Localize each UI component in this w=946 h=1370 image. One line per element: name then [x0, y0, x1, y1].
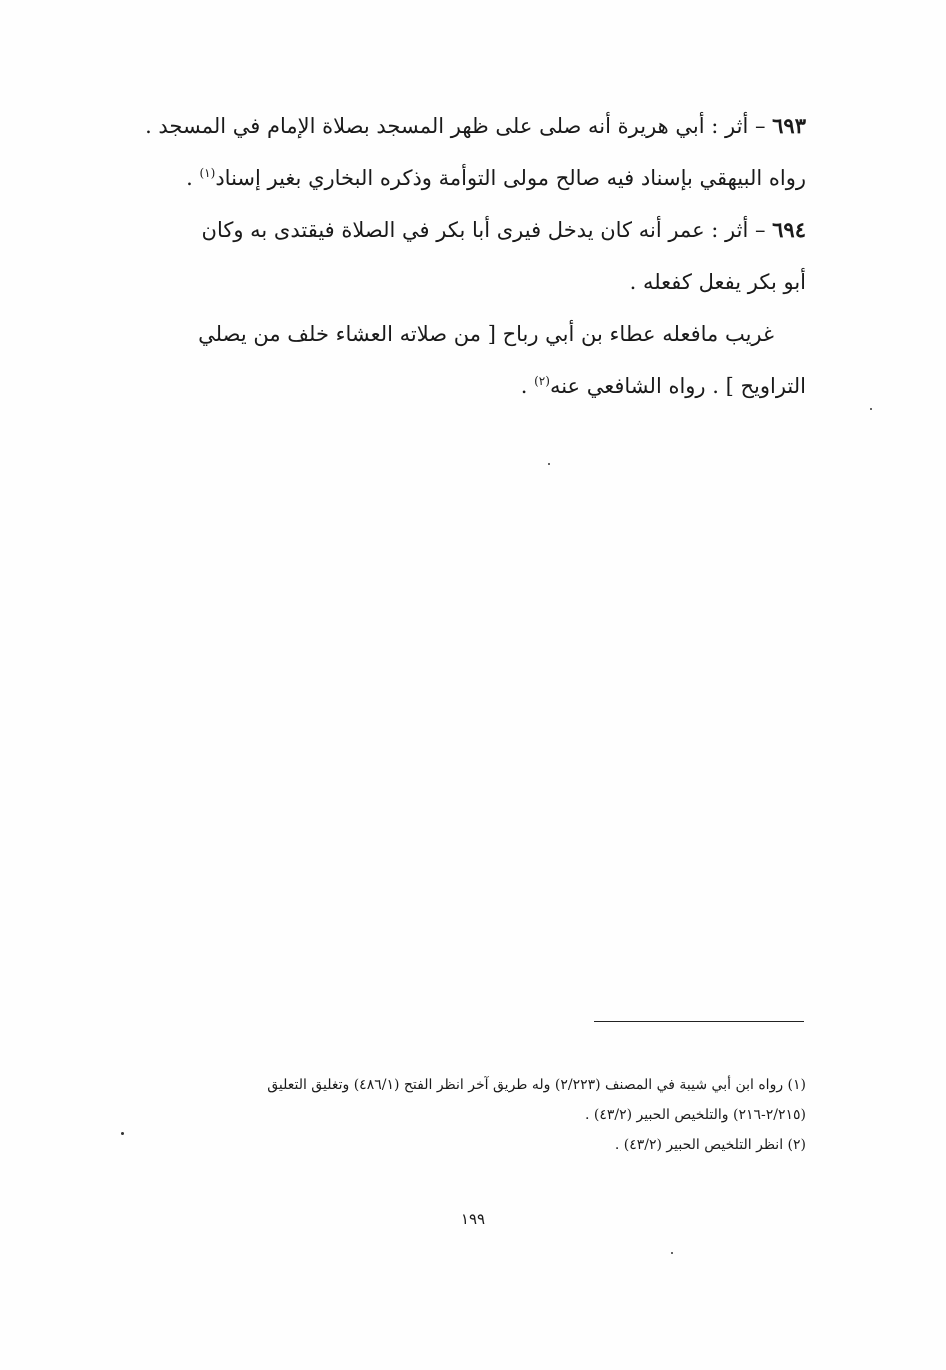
- entry-693-continuation: [130, 152, 806, 204]
- entry-text: رواه البيهقي بإسناد فيه صالح مولى التوأمة وذكره البخاري بغير إسناد: [215, 166, 806, 190]
- entry-694-continuation: [130, 256, 806, 308]
- footnote-separator: [594, 1021, 804, 1022]
- main-text-block: [130, 100, 806, 412]
- gharib-text: التراويح ] . رواه الشافعي عنه: [549, 374, 806, 398]
- entry-number: ٦٩٣: [772, 113, 806, 138]
- sentence-end: .: [520, 374, 535, 398]
- scan-speck: [548, 463, 550, 465]
- entry-693: [130, 100, 806, 152]
- footnotes-block: [130, 1070, 806, 1160]
- entry-text: – أثر : عمر أنه كان يدخل فيرى أبا بكر في الصلاة فيقتدى به وكان: [201, 218, 766, 242]
- entry-text: – أثر : أبي هريرة أنه صلى على ظهر المسجد بصلاة الإمام في المسجد .: [145, 114, 766, 138]
- scan-speck: [671, 1252, 673, 1254]
- footnote-reference-2[interactable]: (٢): [534, 374, 550, 388]
- footnote-reference-1[interactable]: (١): [199, 166, 216, 180]
- entry-number: ٦٩٤: [772, 217, 806, 242]
- scan-speck: [121, 1132, 124, 1135]
- page-number: ١٩٩: [460, 1210, 486, 1228]
- gharib-paragraph: [130, 308, 806, 360]
- scan-speck: [870, 408, 872, 410]
- entry-text: أبو بكر يفعل كفعله .: [629, 270, 806, 294]
- entry-694: [130, 204, 806, 256]
- footnote-2: (٢) انظر التلخيص الحبير (٤٣/٢) .: [614, 1137, 806, 1153]
- footnote-1-continuation: (٢/٢١٥-٢١٦) والتلخيص الحبير (٤٣/٢) .: [584, 1107, 806, 1123]
- gharib-continuation: [130, 360, 806, 412]
- gharib-text: غريب مافعله عطاء بن أبي رباح [ من صلاته العشاء خلف من يصلي: [198, 322, 774, 346]
- sentence-end: .: [186, 166, 200, 190]
- footnote-1: (١) رواه ابن أبي شيبة في المصنف (٢/٢٢٣) وله طريق آخر انظر الفتح (٤٨٦/١) وتغليق التعليق: [267, 1077, 806, 1093]
